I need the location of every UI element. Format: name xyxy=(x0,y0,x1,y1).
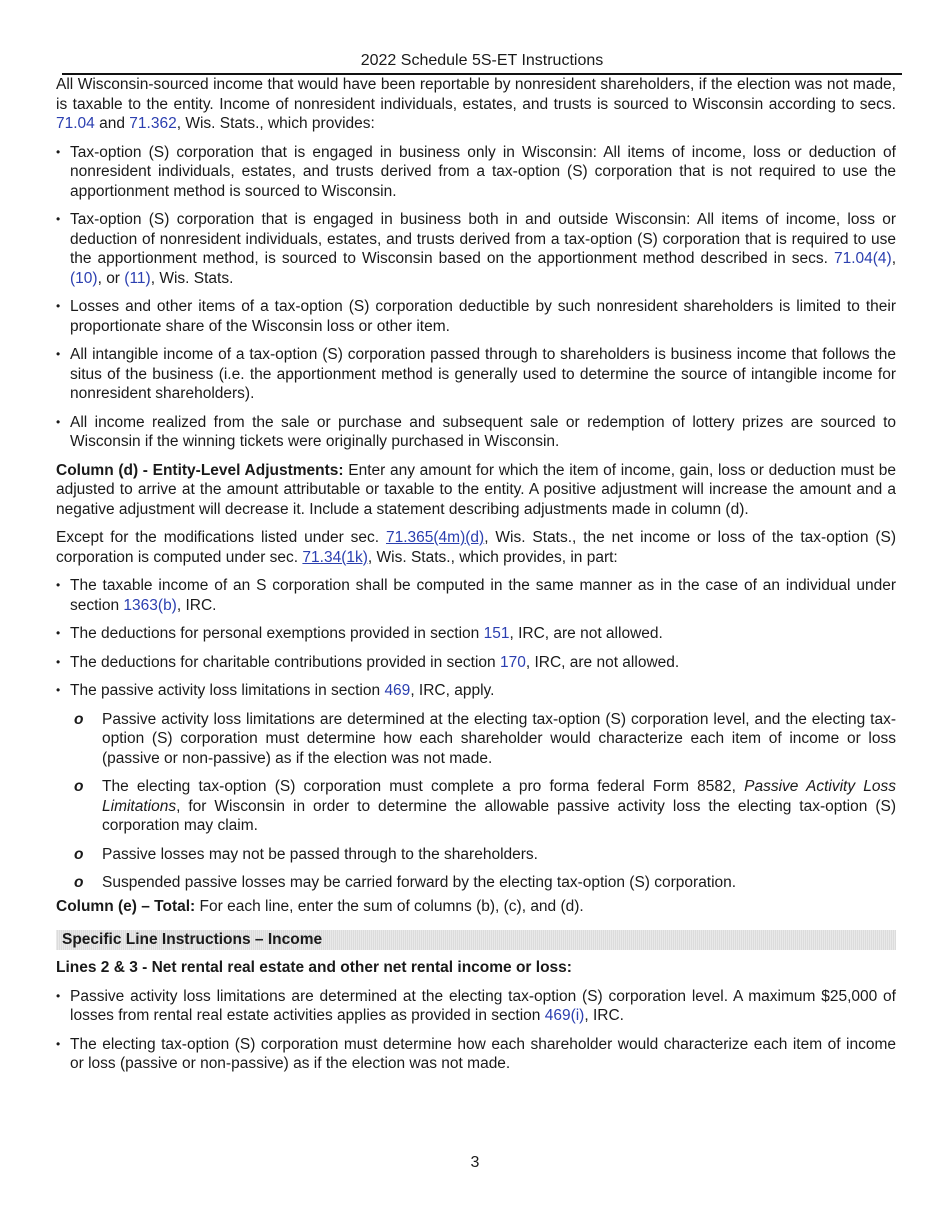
form-title: Passive Activity Loss Limitations xyxy=(102,778,896,815)
list-item: • Losses and other items of a tax-option (S) corporation deductible by such nonresident shareholders is limited to their proportionate share of the Wisconsin loss or other item. xyxy=(56,297,896,336)
bullet-end: , IRC, are not allowed. xyxy=(509,625,663,642)
sub-text: Suspended passive losses may be carried forward by the electing tax-option (S) corporation. xyxy=(102,874,737,891)
list-item xyxy=(56,210,896,288)
sub-list-item xyxy=(56,777,896,836)
intro-paragraph xyxy=(56,75,896,134)
except-text-2: , Wis. Stats., the net income or loss of the tax-option (S) corporation is computed under sec. xyxy=(56,529,896,566)
list-item: • All intangible income of a tax-option (S) corporation passed through to shareholders is business income that follows the situs of the business (i.e. the apportionment method is generally used to determine the source of intangible income for nonresident shareholders). xyxy=(56,345,896,404)
lines-2-3-heading: Lines 2 & 3 - Net rental real estate and other net rental income or loss: xyxy=(56,959,572,976)
list-item xyxy=(56,624,896,644)
bullet-text: The taxable income of an S corporation shall be computed in the same manner as in the case of an individual under section xyxy=(70,577,896,614)
except-text-3: , Wis. Stats., which provides, in part: xyxy=(367,548,618,566)
bullet-text: The passive activity loss limitations in section xyxy=(70,682,385,699)
bullet-text: Passive activity loss limitations are determined at the electing tax-option (S) corporation level. A maximum $25,000 of losses from rental real estate activities applies as provided in section xyxy=(70,987,896,1024)
intro-text-2: and xyxy=(94,115,130,132)
link-151[interactable]: 151 xyxy=(483,625,510,642)
column-d-text: Enter any amount for which the item of income, gain, loss or deduction must be adjusted to arrive at the amount attributable or taxable to the entity. A positive adjustment will increase the amount and a negative adjustment will decrease it. Include a statement describing adjustments made in column (d). xyxy=(56,461,896,518)
column-d-label: Column (d) - Entity-Level Adjustments: xyxy=(56,461,344,479)
list-item xyxy=(56,681,896,701)
sourcing-bullets xyxy=(56,143,896,452)
column-d-paragraph xyxy=(56,461,896,520)
link-469[interactable]: 469 xyxy=(384,682,411,699)
list-item xyxy=(56,653,896,673)
list-item: • The electing tax-option (S) corporation must determine how each shareholder would characterize each item of income or loss (passive or non-passive) as if the election was not made. xyxy=(56,1035,896,1074)
except-text-1: Except for the modifications listed under sec. xyxy=(56,529,386,546)
sub-text: Passive activity loss limitations are determined at the electing tax-option (S) corporation level, and the electing tax-option (S) corporation must determine how each shareholder would characterize each item of income or loss (passive or non-passive) as if the election was not made. xyxy=(102,710,896,767)
column-e-paragraph xyxy=(56,897,896,917)
sub-list-item xyxy=(56,845,896,865)
link-170[interactable]: 170 xyxy=(499,653,526,671)
link-71-365[interactable]: 71.365(4m)(d) xyxy=(385,529,485,546)
bullet-sep: , xyxy=(891,250,896,267)
list-item xyxy=(56,576,896,615)
link-71-34[interactable]: 71.34(1k) xyxy=(302,548,368,566)
computation-bullets xyxy=(56,576,896,701)
except-paragraph xyxy=(56,528,896,567)
column-e-label: Column (e) – Total: xyxy=(56,897,196,915)
bullet-text: Tax-option (S) corporation that is engaged in business both in and outside Wisconsin: All items of income, loss or deduction of nonresident individuals, estates, and trusts derived from a tax-option (S) corporation that is required to use the apportionment method, is sourced to Wisconsin based on the apportionment method described in secs. xyxy=(70,211,896,267)
link-71-362[interactable]: 71.362 xyxy=(129,115,177,132)
bullet-end: , IRC, apply. xyxy=(410,682,495,699)
intro-text-1: All Wisconsin-sourced income that would have been reportable by nonresident shareholders, if the election was not made, is taxable to the entity. Income of nonresident individuals, estates, and trusts is sourced to Wisconsin according to secs. xyxy=(56,76,896,113)
bullet-sep: , or xyxy=(97,269,125,287)
intro-text-3: , Wis. Stats., which provides: xyxy=(176,115,375,132)
link-1363b[interactable]: 1363(b) xyxy=(123,596,177,614)
circle-bullet-icon: o xyxy=(74,874,84,891)
circle-bullet-icon: o xyxy=(74,845,84,863)
link-10[interactable]: (10) xyxy=(70,269,98,287)
bullet-end: , IRC, are not allowed. xyxy=(525,653,680,671)
rental-bullets xyxy=(56,987,896,1074)
bullet-end: , IRC. xyxy=(584,1007,624,1024)
sub-list-item xyxy=(56,873,896,893)
circle-bullet-icon: o xyxy=(74,778,84,795)
link-71-04-4[interactable]: 71.04(4) xyxy=(833,250,892,267)
sub-text-end: , for Wisconsin in order to determine the allowable passive activity loss the electing tax-option (S) corporation may claim. xyxy=(102,797,896,834)
bullet-end: , IRC. xyxy=(176,596,217,614)
bullet-end: , Wis. Stats. xyxy=(150,269,234,287)
link-469i[interactable]: 469(i) xyxy=(544,1007,585,1024)
link-71-04[interactable]: 71.04 xyxy=(56,115,95,132)
list-item xyxy=(56,987,896,1026)
link-11[interactable]: (11) xyxy=(124,269,151,287)
list-item: • Tax-option (S) corporation that is engaged in business only in Wisconsin: All items of income, loss or deduction of nonresident individuals, estates, and trusts derived from a tax-option (S) corporation that is not required to use the apportionment method is sourced to Wisconsin. xyxy=(56,143,896,202)
circle-bullet-icon: o xyxy=(74,710,84,728)
page-header: 2022 Schedule 5S-ET Instructions xyxy=(62,0,902,75)
bullet-text: The deductions for charitable contributions provided in section xyxy=(70,653,500,671)
column-e-text: For each line, enter the sum of columns (b), (c), and (d). xyxy=(195,897,584,915)
sub-text: The electing tax-option (S) corporation must complete a pro forma federal Form 8582, xyxy=(102,778,745,795)
sub-list-item xyxy=(56,710,896,769)
sub-text: Passive losses may not be passed through to the shareholders. xyxy=(102,845,538,863)
page-number: 3 xyxy=(470,1154,480,1171)
document-page xyxy=(56,0,896,1083)
list-item: • All income realized from the sale or purchase and subsequent sale or redemption of lottery prizes are sourced to Wisconsin if the winning tickets were originally purchased in Wisconsin. xyxy=(56,413,896,452)
section-heading: Specific Line Instructions – Income xyxy=(56,930,896,950)
bullet-text: The deductions for personal exemptions provided in section xyxy=(70,625,484,642)
